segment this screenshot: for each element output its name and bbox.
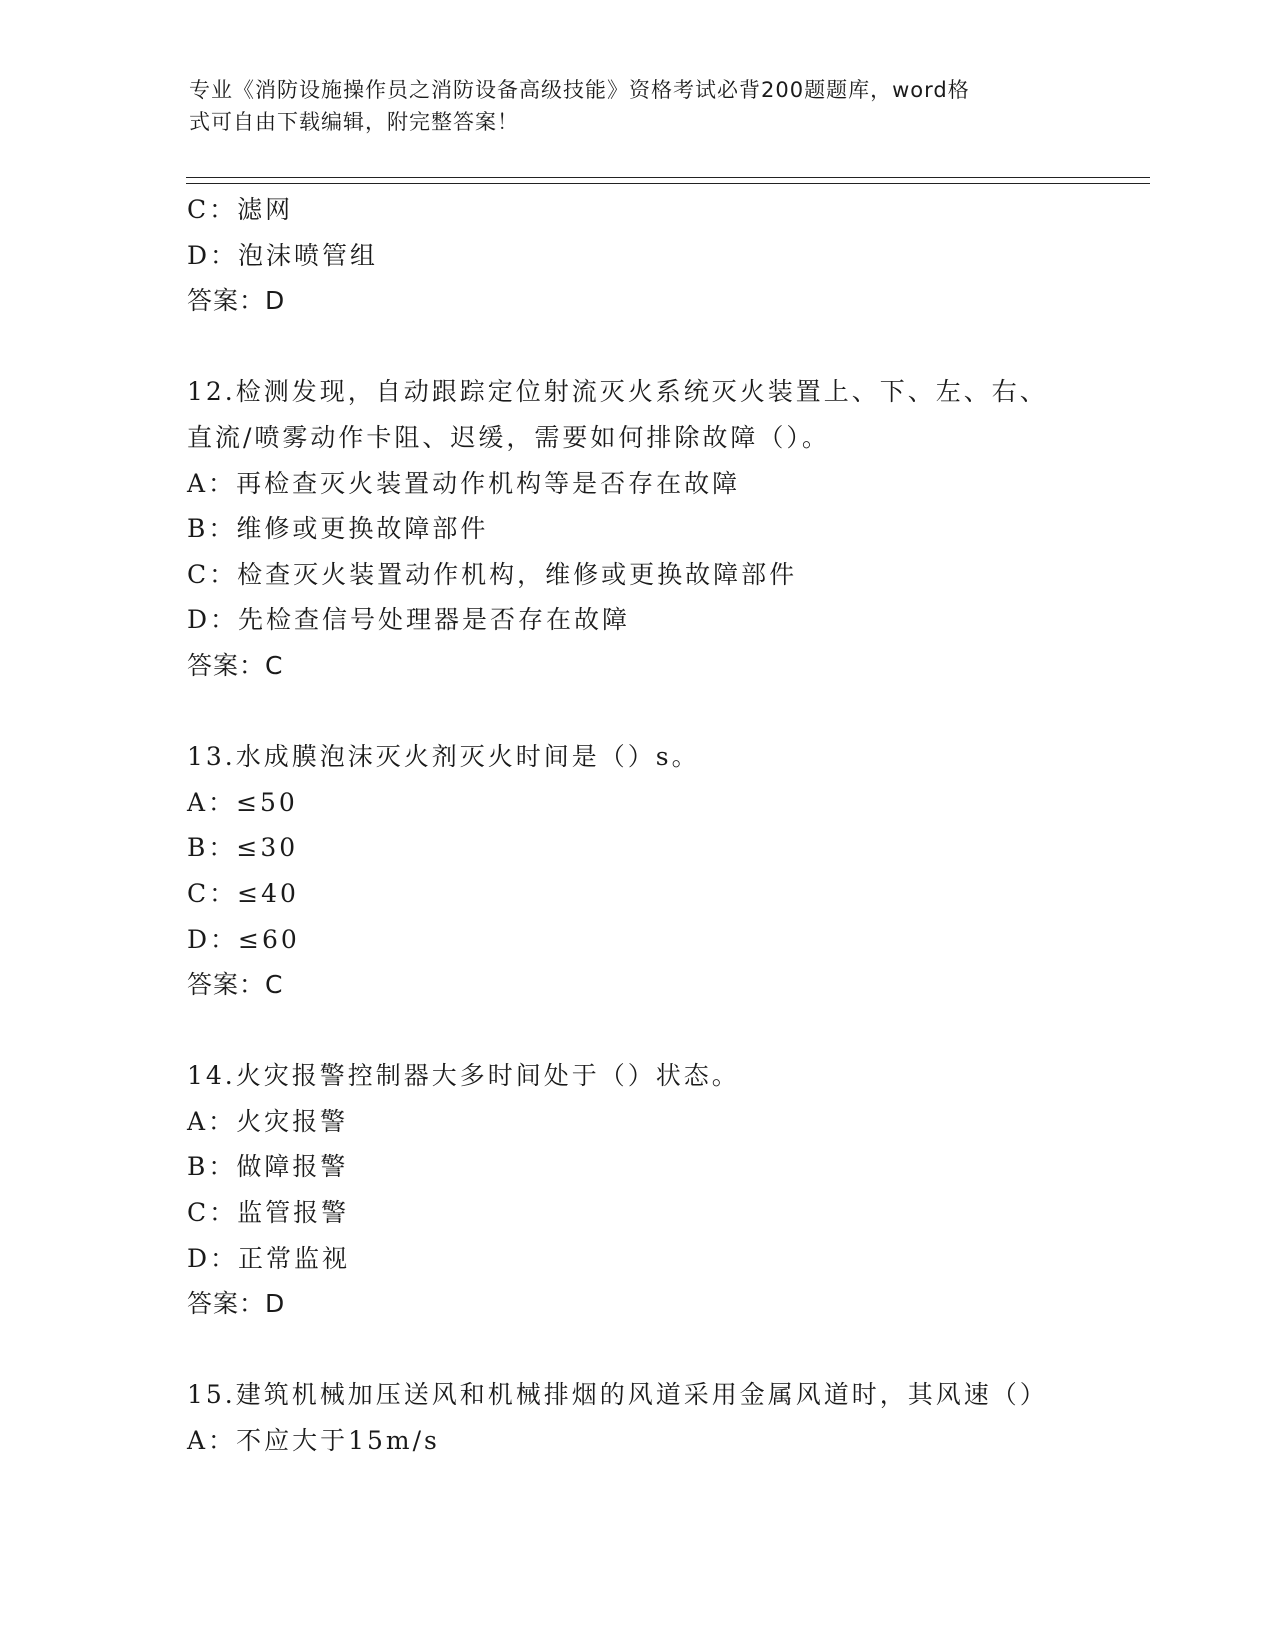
option-b: B：做障报警	[187, 1152, 349, 1182]
header-line-2: 式可自由下载编辑，附完整答案！	[189, 110, 519, 134]
option-c: C：监管报警	[187, 1198, 350, 1228]
answer-line: 答案：D	[187, 286, 286, 316]
question-stem: 15.建筑机械加压送风和机械排烟的风道采用金属风道时，其风速（）	[187, 1380, 1048, 1410]
option-d: D：泡沫喷管组	[187, 240, 379, 270]
option-c: C：滤网	[187, 195, 294, 224]
spacer	[187, 1008, 1137, 1054]
option-a: A：再检查灭火装置动作机构等是否存在故障	[187, 468, 741, 498]
option-d: D：正常监视	[187, 1243, 351, 1273]
option-b: B：维修或更换故障部件	[187, 514, 489, 544]
question-14	[187, 1053, 1137, 1327]
question-stem-continued: 直流/喷雾动作卡阻、迟缓，需要如何排除故障（）。	[187, 422, 830, 452]
option-b: B：≤30	[187, 833, 299, 863]
header-divider-top	[186, 177, 1150, 178]
document-header	[189, 74, 1069, 138]
question-12	[187, 369, 1137, 688]
spacer	[187, 689, 1137, 735]
question-partial	[187, 187, 1137, 324]
option-a: A：不应大于15m/s	[187, 1426, 440, 1456]
option-c: C：检查灭火装置动作机构，维修或更换故障部件	[187, 559, 798, 589]
question-stem: 13.水成膜泡沫灭火剂灭火时间是（）s。	[187, 742, 700, 772]
question-15	[187, 1372, 1137, 1463]
option-a: A：≤50	[187, 787, 298, 817]
header-divider-bottom	[186, 183, 1150, 184]
answer-line: 答案：D	[187, 1289, 286, 1319]
answer-line: 答案：C	[187, 650, 284, 680]
spacer	[187, 1327, 1137, 1373]
question-13	[187, 734, 1137, 1008]
header-line-1: 专业《消防设施操作员之消防设备高级技能》资格考试必背200题题库，word格	[189, 78, 970, 102]
answer-line: 答案：C	[187, 970, 284, 1000]
option-d: D：≤60	[187, 924, 300, 954]
question-stem: 14.火灾报警控制器大多时间处于（）状态。	[187, 1061, 740, 1091]
question-list	[187, 187, 1137, 1464]
spacer	[187, 324, 1137, 370]
question-stem: 12.检测发现，自动跟踪定位射流灭火系统灭火装置上、下、左、右、	[187, 377, 1048, 407]
option-c: C：≤40	[187, 878, 299, 908]
option-d: D：先检查信号处理器是否存在故障	[187, 605, 631, 635]
option-a: A：火灾报警	[187, 1106, 349, 1136]
